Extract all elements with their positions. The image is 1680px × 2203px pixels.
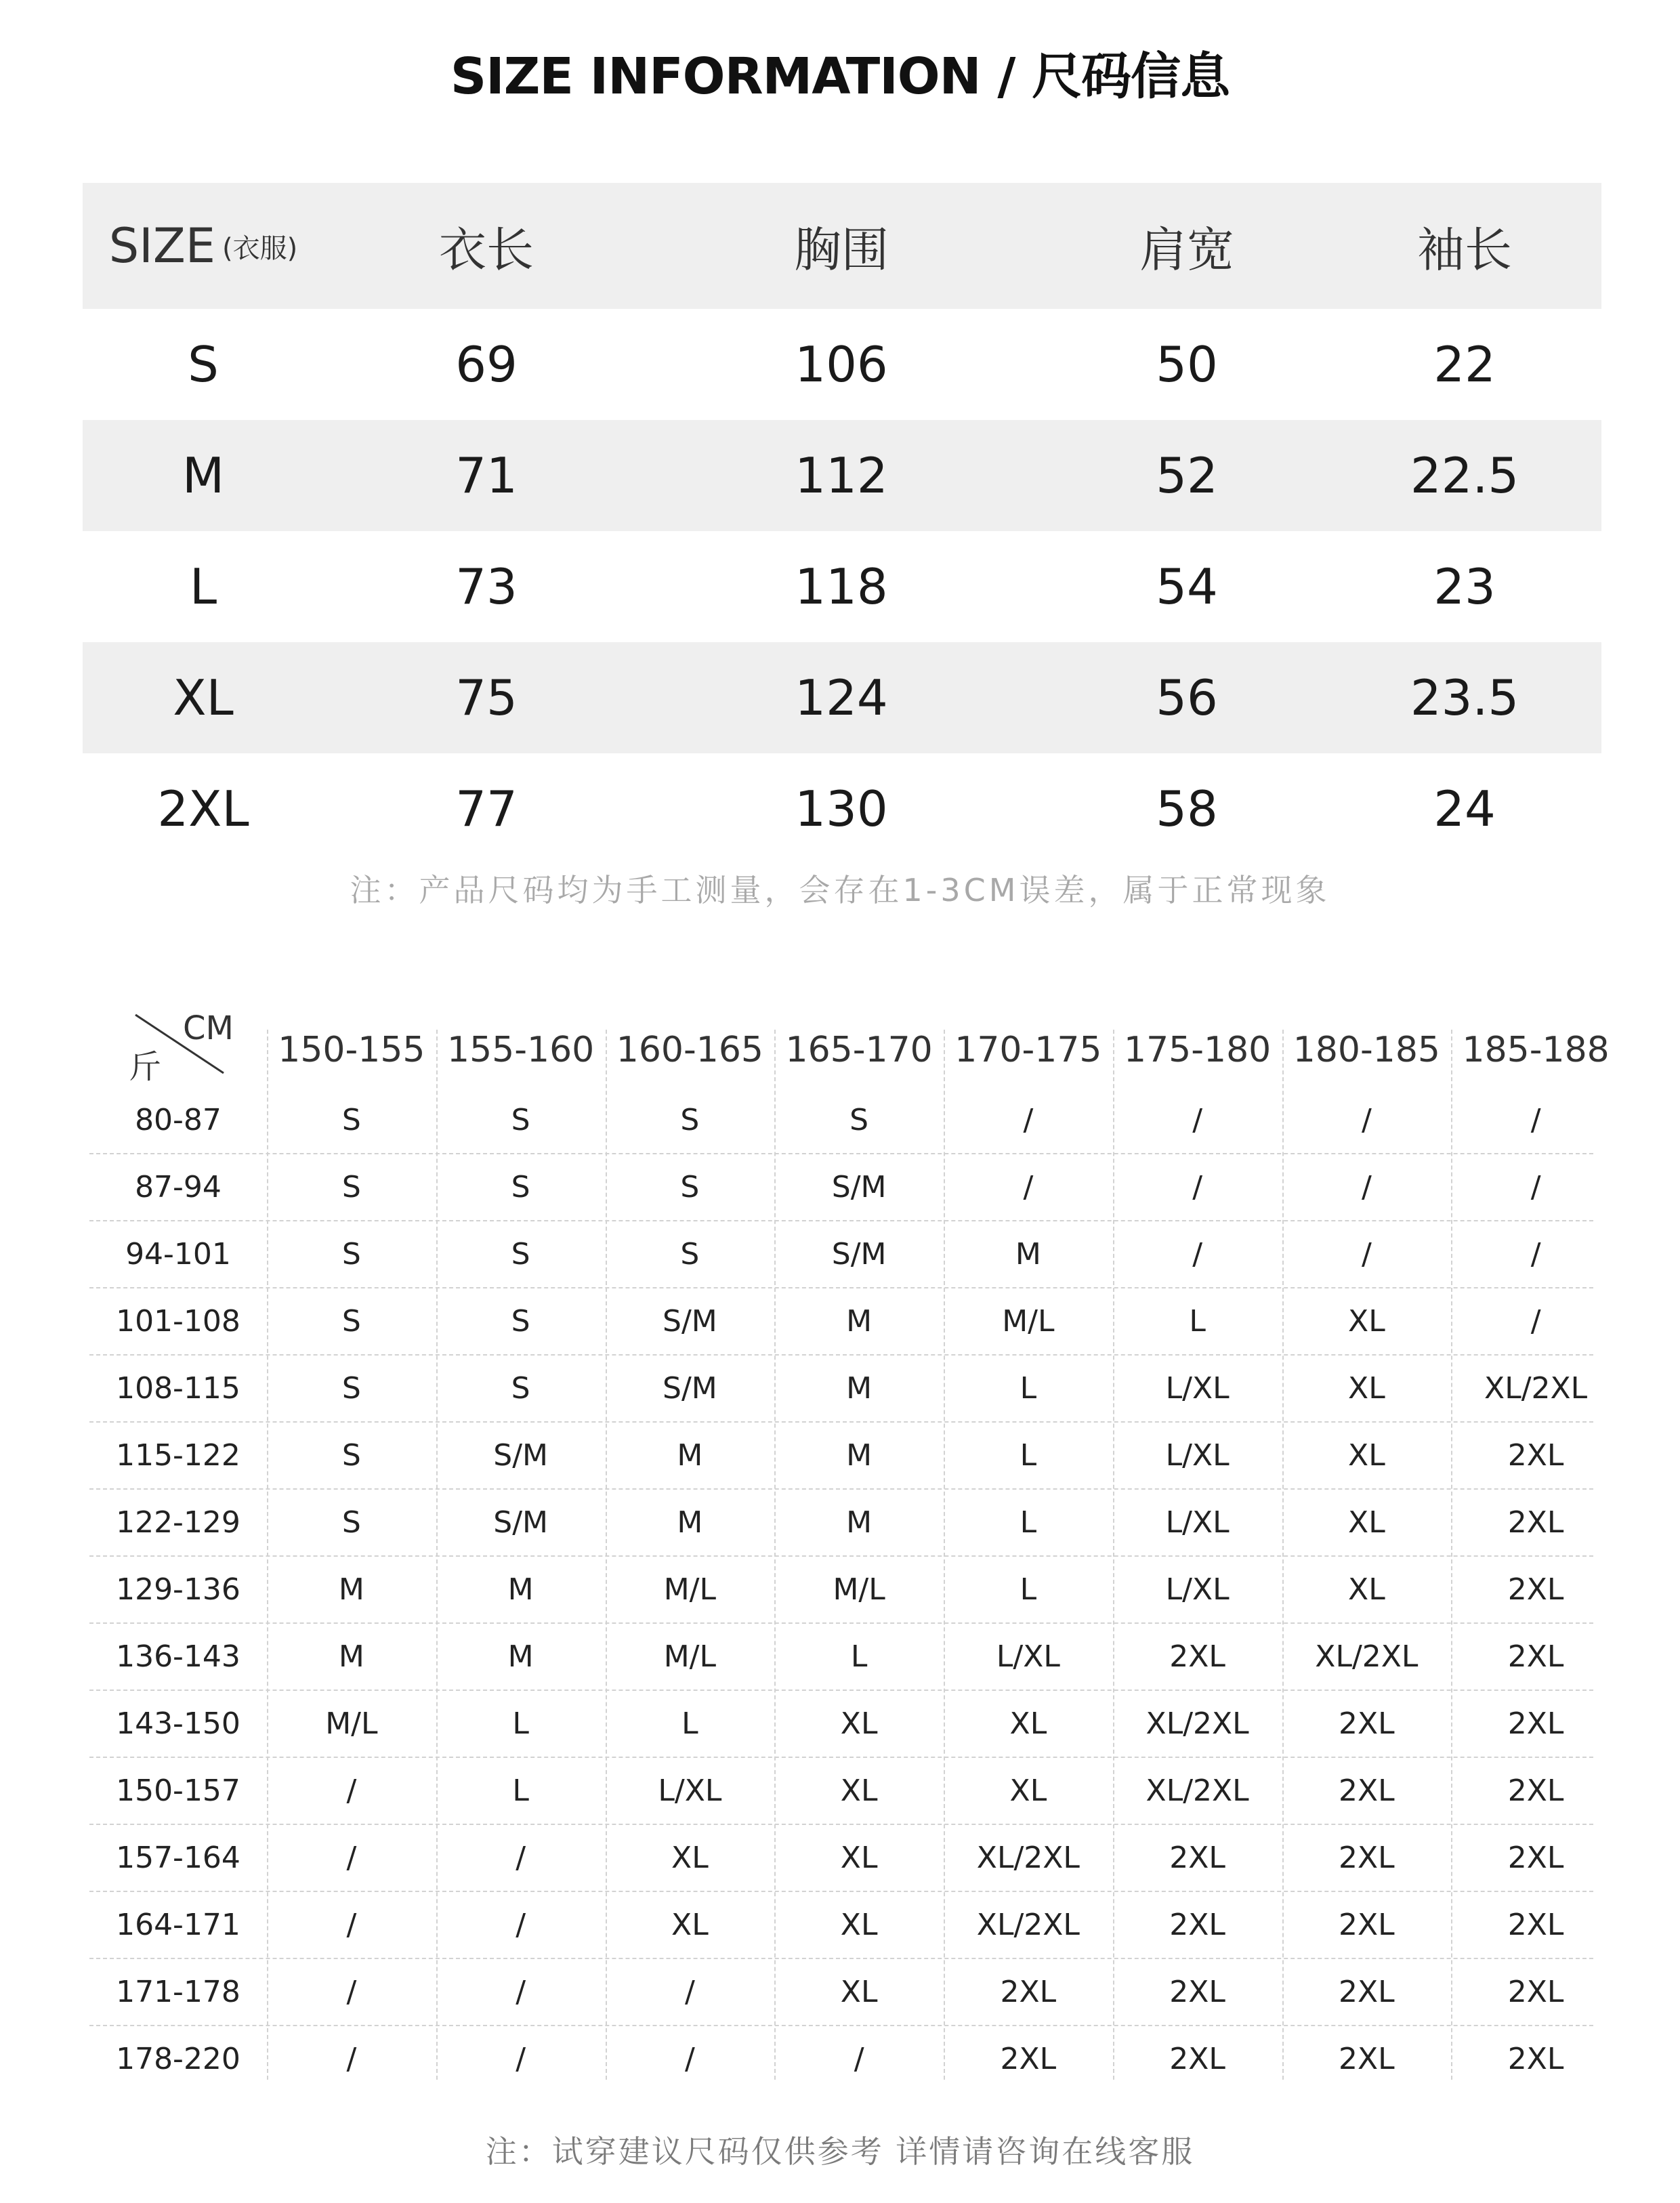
weight-range-label: 101-108 bbox=[116, 1304, 240, 1339]
header-sleeve: 袖长 bbox=[1417, 222, 1512, 278]
length-cell: 75 bbox=[455, 669, 518, 726]
recommended-size-cell: M/L bbox=[663, 1572, 717, 1607]
recommended-size-cell: / bbox=[1192, 1170, 1203, 1204]
header-shoulder: 肩宽 bbox=[1139, 222, 1234, 278]
weight-row bbox=[89, 1892, 1593, 1959]
weight-row bbox=[89, 1490, 1593, 1557]
weight-range-label: 171-178 bbox=[116, 1975, 240, 2009]
weight-row bbox=[89, 1959, 1593, 2026]
sleeve-cell: 22.5 bbox=[1410, 447, 1519, 504]
sleeve-cell: 23 bbox=[1433, 558, 1496, 615]
recommended-size-cell: M bbox=[338, 1639, 364, 1674]
recommended-size-cell: 2XL bbox=[1169, 1908, 1225, 1942]
length-cell: 77 bbox=[455, 780, 518, 837]
weight-row bbox=[89, 1288, 1593, 1356]
recommended-size-cell: / bbox=[516, 2042, 526, 2076]
weight-range-label: 136-143 bbox=[116, 1639, 240, 1674]
recommended-size-cell: XL/2XL bbox=[1484, 1371, 1588, 1406]
height-range-header: 165-170 bbox=[785, 1030, 933, 1070]
recommended-size-cell: / bbox=[1361, 1170, 1372, 1204]
weight-row bbox=[89, 1423, 1593, 1490]
weight-row bbox=[89, 1825, 1593, 1892]
recommended-size-cell: / bbox=[516, 1841, 526, 1875]
recommended-size-cell: / bbox=[346, 1908, 357, 1942]
recommended-size-cell: / bbox=[684, 2042, 695, 2076]
recommended-size-cell: / bbox=[1530, 1103, 1541, 1137]
weight-row bbox=[89, 1087, 1593, 1154]
weight-row bbox=[89, 1691, 1593, 1758]
recommended-size-cell: XL bbox=[1348, 1371, 1385, 1406]
recommended-size-cell: L bbox=[1189, 1304, 1206, 1339]
measurement-row bbox=[83, 531, 1601, 642]
recommended-size-cell: M bbox=[677, 1505, 703, 1540]
chest-cell: 118 bbox=[795, 558, 888, 615]
recommended-size-cell: M bbox=[677, 1438, 703, 1473]
recommended-size-cell: S bbox=[849, 1103, 869, 1137]
weight-range-label: 80-87 bbox=[135, 1103, 222, 1137]
weight-range-label: 87-94 bbox=[135, 1170, 222, 1204]
recommended-size-cell: M bbox=[338, 1572, 364, 1607]
recommended-size-cell: 2XL bbox=[1169, 2042, 1225, 2076]
recommended-size-cell: L bbox=[1020, 1371, 1037, 1406]
recommended-size-cell: 2XL bbox=[1507, 1639, 1564, 1674]
recommended-size-cell: 2XL bbox=[1507, 1706, 1564, 1741]
measurement-header-row bbox=[83, 183, 1601, 309]
recommended-size-cell: 2XL bbox=[1339, 1706, 1395, 1741]
recommended-size-cell: / bbox=[684, 1975, 695, 2009]
recommended-size-cell: 2XL bbox=[1169, 1841, 1225, 1875]
recommended-size-cell: L/XL bbox=[1165, 1438, 1230, 1473]
recommended-size-cell: 2XL bbox=[1339, 2042, 1395, 2076]
shoulder-cell: 52 bbox=[1156, 447, 1218, 504]
measurement-row bbox=[83, 420, 1601, 531]
recommended-size-cell: M/L bbox=[325, 1706, 378, 1741]
measurement-table bbox=[83, 183, 1601, 864]
weight-range-label: 178-220 bbox=[116, 2042, 240, 2076]
size-cell: S bbox=[188, 336, 219, 393]
recommended-size-cell: / bbox=[1530, 1304, 1541, 1339]
length-cell: 69 bbox=[455, 336, 518, 393]
size-cell: L bbox=[189, 558, 217, 615]
recommended-size-cell: L bbox=[512, 1774, 529, 1808]
recommended-size-cell: M bbox=[507, 1572, 534, 1607]
recommended-size-cell: L/XL bbox=[1165, 1371, 1230, 1406]
recommended-size-cell: 2XL bbox=[1507, 1572, 1564, 1607]
height-range-header: 175-180 bbox=[1123, 1030, 1272, 1070]
chest-cell: 130 bbox=[795, 780, 888, 837]
header-size-label: SIZE bbox=[108, 218, 216, 274]
recommended-size-cell: S bbox=[341, 1170, 361, 1204]
measurement-row bbox=[83, 753, 1601, 864]
recommended-size-cell: S bbox=[511, 1170, 530, 1204]
recommended-size-cell: XL/2XL bbox=[1146, 1774, 1249, 1808]
recommended-size-cell: M bbox=[846, 1438, 873, 1473]
shoulder-cell: 56 bbox=[1156, 669, 1218, 726]
recommended-size-cell: S bbox=[511, 1371, 530, 1406]
recommended-size-cell: M bbox=[846, 1371, 873, 1406]
recommended-size-cell: L bbox=[512, 1706, 529, 1741]
recommended-size-cell: XL bbox=[840, 1908, 878, 1942]
height-unit-label: CM bbox=[183, 1009, 234, 1047]
size-cell: M bbox=[182, 447, 225, 504]
header-size-unit: (衣服) bbox=[222, 232, 298, 264]
recommended-size-cell: XL/2XL bbox=[976, 1841, 1080, 1875]
size-recommendation-table bbox=[89, 1003, 1610, 2080]
recommended-size-cell: XL bbox=[671, 1908, 709, 1942]
shoulder-cell: 50 bbox=[1156, 336, 1218, 393]
length-cell: 73 bbox=[455, 558, 518, 615]
recommended-size-cell: 2XL bbox=[1507, 1438, 1564, 1473]
recommended-size-cell: / bbox=[1530, 1170, 1541, 1204]
recommended-size-cell: S/M bbox=[663, 1304, 717, 1339]
weight-row bbox=[89, 1356, 1593, 1423]
recommended-size-cell: M/L bbox=[833, 1572, 885, 1607]
weight-row bbox=[89, 1758, 1593, 1825]
height-range-header: 160-165 bbox=[616, 1030, 764, 1070]
header-length: 衣长 bbox=[439, 222, 534, 278]
recommended-size-cell: M bbox=[1015, 1237, 1041, 1272]
recommended-size-cell: L/XL bbox=[1165, 1505, 1230, 1540]
weight-range-label: 94-101 bbox=[125, 1237, 231, 1272]
recommended-size-cell: L bbox=[681, 1706, 698, 1741]
recommended-size-cell: XL bbox=[840, 1975, 878, 2009]
recommended-size-cell: 2XL bbox=[1169, 1975, 1225, 2009]
recommended-size-cell: S bbox=[341, 1103, 361, 1137]
measurement-note: 注：产品尺码均为手工测量，会存在1-3CM误差，属于正常现象 bbox=[350, 872, 1330, 908]
recommended-size-cell: XL bbox=[840, 1841, 878, 1875]
recommended-size-cell: S/M bbox=[493, 1438, 548, 1473]
recommended-size-cell: 2XL bbox=[1000, 1975, 1057, 2009]
weight-row bbox=[89, 1154, 1593, 1221]
weight-unit-label: 斤 bbox=[129, 1048, 162, 1086]
recommended-size-cell: XL bbox=[1348, 1572, 1385, 1607]
sleeve-cell: 24 bbox=[1433, 780, 1496, 837]
recommended-size-cell: L bbox=[850, 1639, 868, 1674]
header-chest: 胸围 bbox=[794, 222, 889, 278]
measurement-row bbox=[83, 642, 1601, 753]
recommended-size-cell: L bbox=[1020, 1505, 1037, 1540]
recommended-size-cell: XL bbox=[671, 1841, 709, 1875]
sleeve-cell: 22 bbox=[1433, 336, 1496, 393]
recommended-size-cell: XL bbox=[1009, 1774, 1047, 1808]
recommended-size-cell: M bbox=[846, 1505, 873, 1540]
recommended-size-cell: / bbox=[1192, 1103, 1203, 1137]
recommended-size-cell: S/M bbox=[831, 1237, 887, 1272]
weight-range-label: 129-136 bbox=[116, 1572, 240, 1607]
height-range-header: 155-160 bbox=[446, 1030, 595, 1070]
recommended-size-cell: S bbox=[341, 1371, 361, 1406]
recommended-size-cell: 2XL bbox=[1000, 2042, 1057, 2076]
height-range-header: 170-175 bbox=[954, 1030, 1102, 1070]
chest-cell: 106 bbox=[795, 336, 888, 393]
recommended-size-cell: XL/2XL bbox=[976, 1908, 1080, 1942]
recommended-size-cell: 2XL bbox=[1507, 1841, 1564, 1875]
recommended-size-cell: / bbox=[854, 2042, 864, 2076]
recommended-size-cell: S bbox=[511, 1304, 530, 1339]
recommended-size-cell: 2XL bbox=[1339, 1841, 1395, 1875]
chest-cell: 124 bbox=[795, 669, 888, 726]
recommended-size-cell: / bbox=[346, 1841, 357, 1875]
recommended-size-cell: S bbox=[680, 1237, 700, 1272]
weight-row bbox=[89, 1557, 1593, 1624]
recommended-size-cell: M bbox=[846, 1304, 873, 1339]
recommended-size-cell: L bbox=[1020, 1572, 1037, 1607]
weight-range-label: 115-122 bbox=[116, 1438, 240, 1473]
recommended-size-cell: 2XL bbox=[1507, 1975, 1564, 2009]
recommended-size-cell: XL bbox=[1348, 1304, 1385, 1339]
recommended-size-cell: / bbox=[1361, 1103, 1372, 1137]
recommended-size-cell: / bbox=[1361, 1237, 1372, 1272]
recommended-size-cell: M/L bbox=[1002, 1304, 1055, 1339]
weight-row bbox=[89, 1221, 1593, 1288]
recommended-size-cell: S bbox=[680, 1170, 700, 1204]
weight-row bbox=[89, 2026, 1593, 2093]
recommended-size-cell: S bbox=[341, 1237, 361, 1272]
recommended-size-cell: S/M bbox=[493, 1505, 548, 1540]
recommended-size-cell: M bbox=[507, 1639, 534, 1674]
recommended-size-cell: XL bbox=[1348, 1505, 1385, 1540]
recommended-size-cell: / bbox=[1023, 1103, 1034, 1137]
recommended-size-cell: M/L bbox=[663, 1639, 717, 1674]
recommended-size-cell: 2XL bbox=[1339, 1908, 1395, 1942]
shoulder-cell: 54 bbox=[1156, 558, 1218, 615]
recommended-size-cell: S bbox=[680, 1103, 700, 1137]
recommended-size-cell: L/XL bbox=[1165, 1572, 1230, 1607]
recommended-size-cell: S/M bbox=[831, 1170, 887, 1204]
weight-range-label: 122-129 bbox=[116, 1505, 240, 1540]
recommended-size-cell: XL bbox=[840, 1774, 878, 1808]
recommended-size-cell: XL bbox=[840, 1706, 878, 1741]
recommended-size-cell: 2XL bbox=[1169, 1639, 1225, 1674]
shoulder-cell: 58 bbox=[1156, 780, 1218, 837]
weight-range-label: 164-171 bbox=[116, 1908, 240, 1942]
recommended-size-cell: XL bbox=[1348, 1438, 1385, 1473]
recommended-size-cell: XL/2XL bbox=[1315, 1639, 1419, 1674]
recommended-size-cell: L bbox=[1020, 1438, 1037, 1473]
recommended-size-cell: XL/2XL bbox=[1146, 1706, 1249, 1741]
recommended-size-cell: L/XL bbox=[996, 1639, 1060, 1674]
height-range-header: 180-185 bbox=[1293, 1030, 1441, 1070]
recommended-size-cell: S bbox=[511, 1237, 530, 1272]
height-header-row bbox=[89, 1003, 1610, 1087]
weight-range-label: 108-115 bbox=[116, 1371, 240, 1406]
weight-range-label: 143-150 bbox=[116, 1706, 240, 1741]
height-range-header: 185-188 bbox=[1462, 1030, 1610, 1070]
weight-range-label: 157-164 bbox=[116, 1841, 240, 1875]
page-title: SIZE INFORMATION / 尺码信息 bbox=[450, 47, 1230, 106]
recommended-size-cell: / bbox=[516, 1975, 526, 2009]
recommended-size-cell: 2XL bbox=[1507, 1908, 1564, 1942]
height-range-header: 150-155 bbox=[278, 1030, 425, 1070]
header-size bbox=[83, 183, 324, 309]
recommended-size-cell: 2XL bbox=[1507, 2042, 1564, 2076]
measurement-row bbox=[83, 309, 1601, 420]
recommended-size-cell: / bbox=[346, 1975, 357, 2009]
recommended-size-cell: 2XL bbox=[1507, 1505, 1564, 1540]
recommended-size-cell: L/XL bbox=[658, 1774, 722, 1808]
recommended-size-cell: / bbox=[346, 2042, 357, 2076]
recommended-size-cell: S/M bbox=[663, 1371, 717, 1406]
size-cell: 2XL bbox=[157, 780, 249, 837]
chest-cell: 112 bbox=[795, 447, 888, 504]
recommended-size-cell: / bbox=[1192, 1237, 1203, 1272]
recommended-size-cell: S bbox=[511, 1103, 530, 1137]
recommended-size-cell: / bbox=[1530, 1237, 1541, 1272]
recommended-size-cell: S bbox=[341, 1505, 361, 1540]
weight-range-label: 150-157 bbox=[116, 1774, 240, 1808]
sleeve-cell: 23.5 bbox=[1410, 669, 1519, 726]
recommended-size-cell: S bbox=[341, 1304, 361, 1339]
recommended-size-cell: 2XL bbox=[1339, 1774, 1395, 1808]
length-cell: 71 bbox=[455, 447, 518, 504]
weight-row bbox=[89, 1624, 1593, 1691]
size-cell: XL bbox=[173, 669, 234, 726]
recommended-size-cell: 2XL bbox=[1339, 1975, 1395, 2009]
recommended-size-cell: / bbox=[346, 1774, 357, 1808]
recommended-size-cell: XL bbox=[1009, 1706, 1047, 1741]
recommended-size-cell: / bbox=[516, 1908, 526, 1942]
recommended-size-cell: 2XL bbox=[1507, 1774, 1564, 1808]
recommendation-note: 注：试穿建议尺码仅供参考 详情请咨询在线客服 bbox=[485, 2133, 1195, 2170]
recommended-size-cell: S bbox=[341, 1438, 361, 1473]
recommended-size-cell: / bbox=[1023, 1170, 1034, 1204]
